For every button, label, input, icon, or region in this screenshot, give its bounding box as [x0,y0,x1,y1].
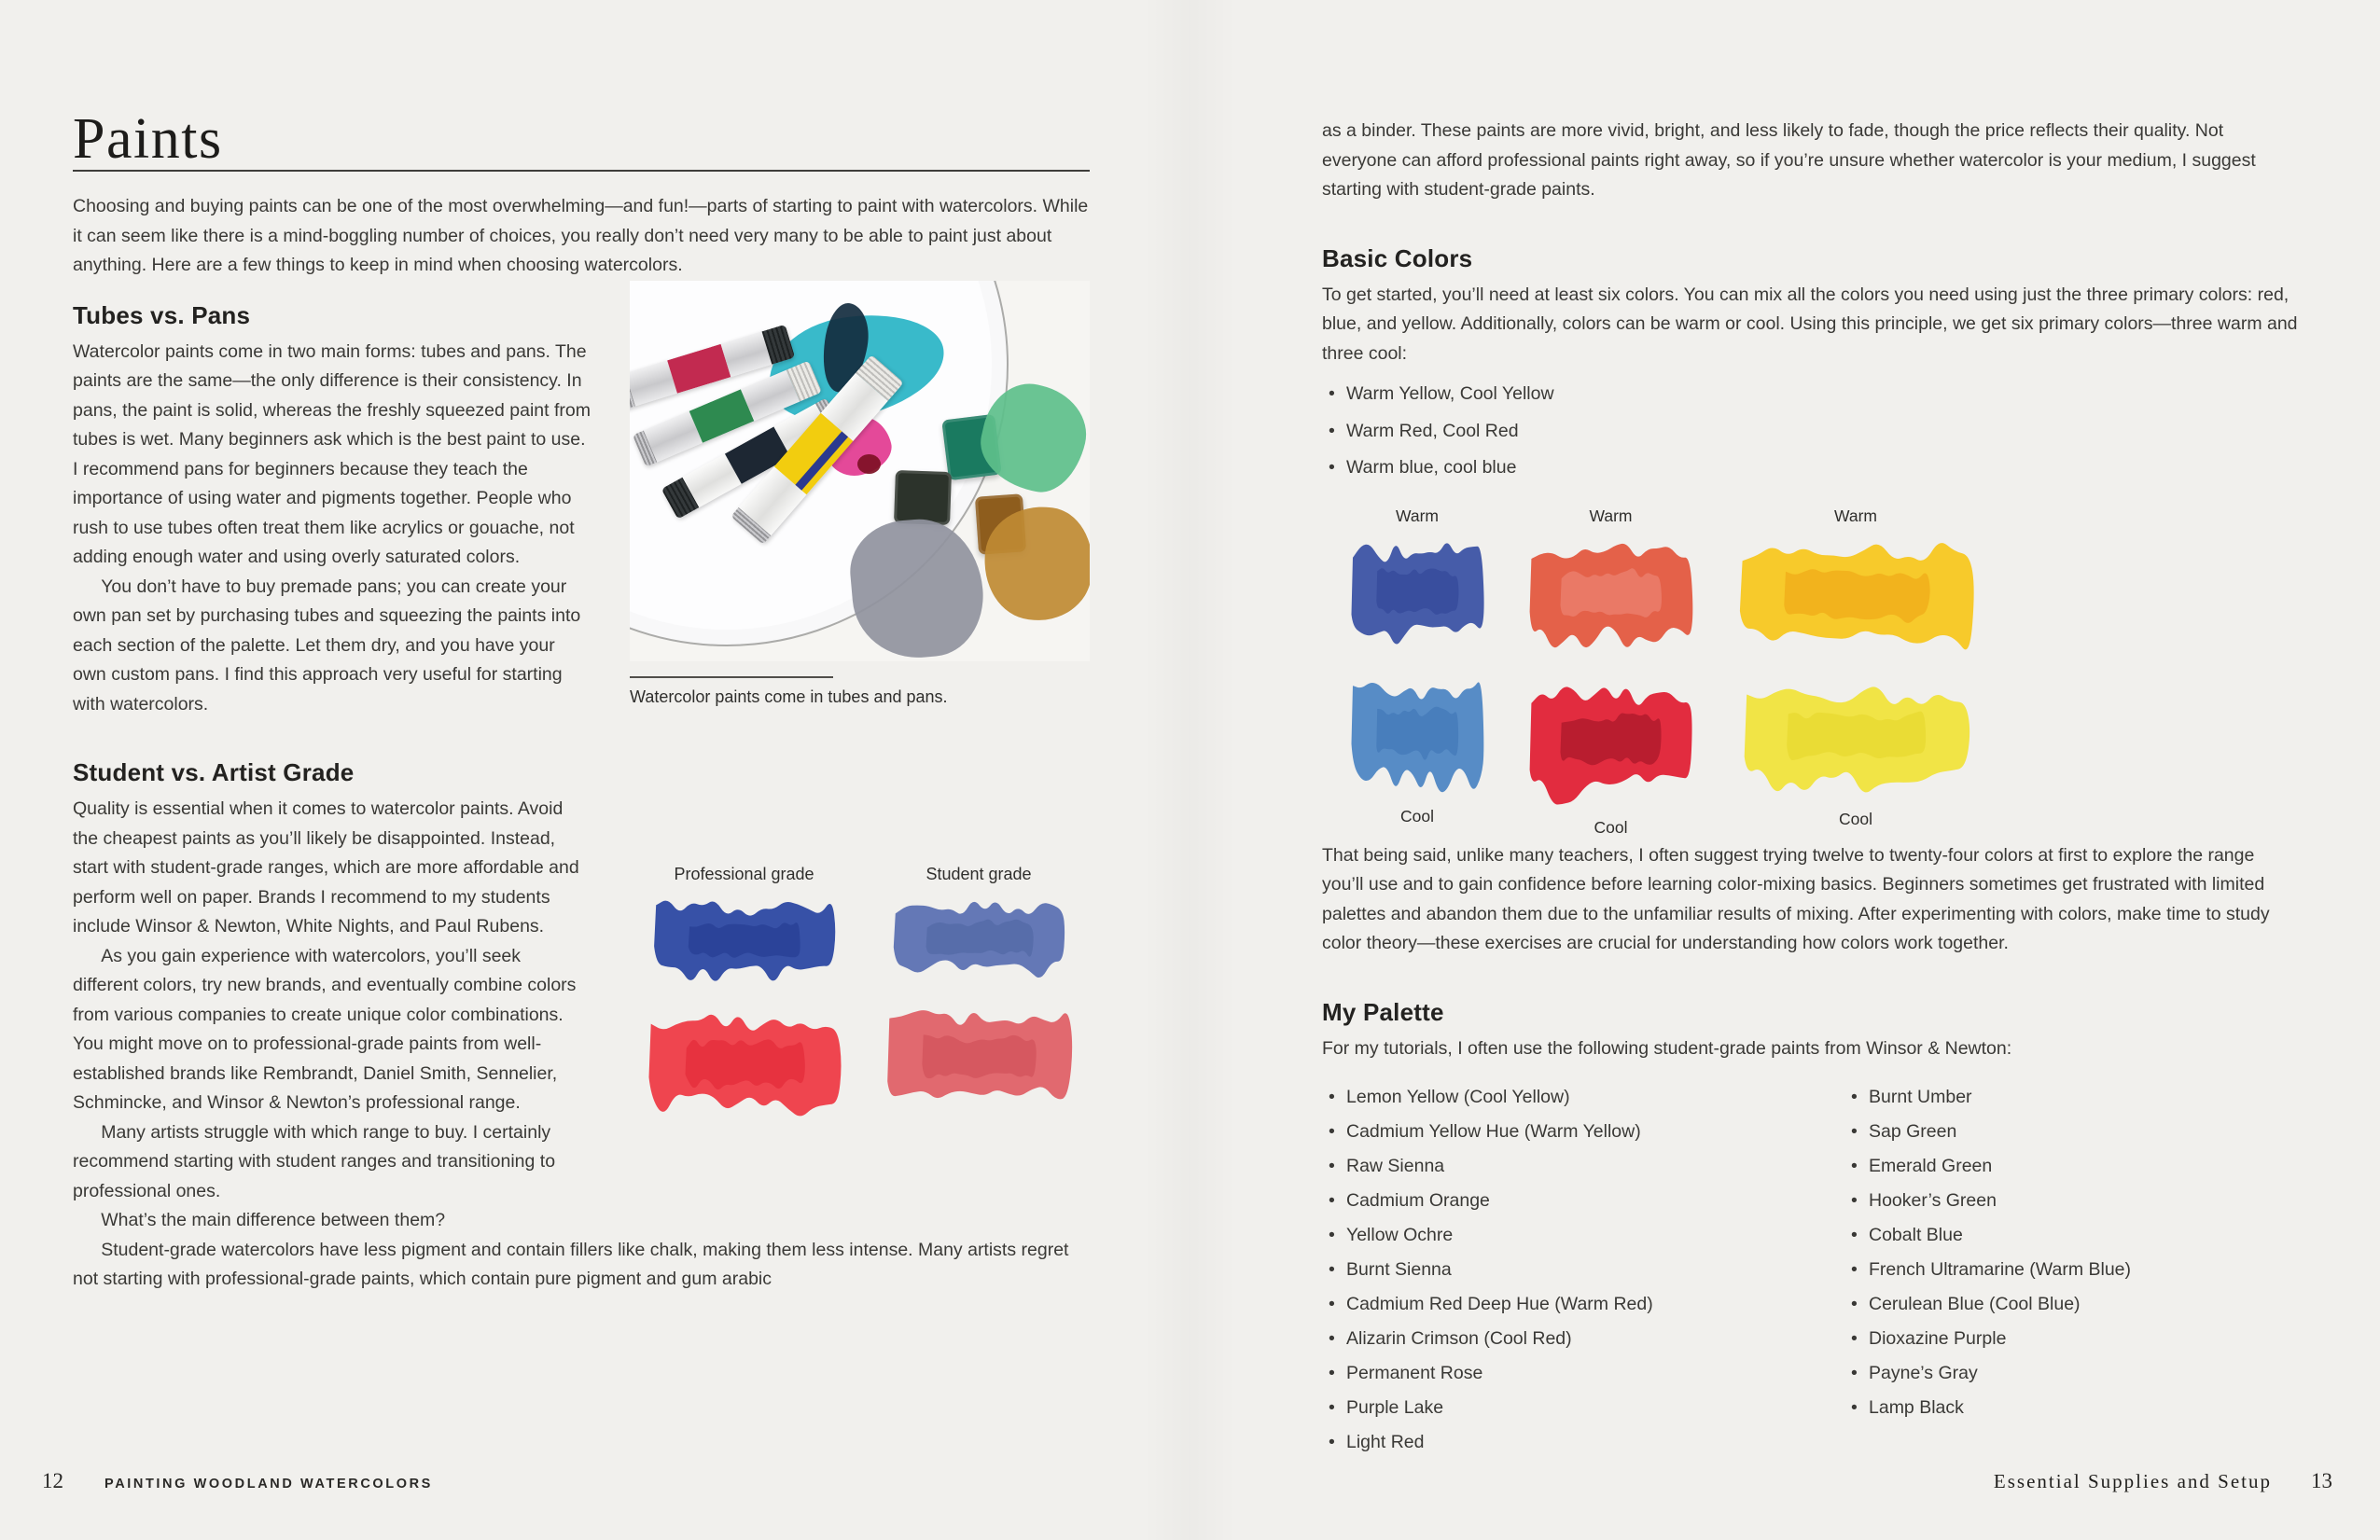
swatch-column-yellow [1730,504,1982,839]
intro-paragraph: Choosing and buying paints can be one of the most overwhelming—and fun!—parts of starting to paint with watercolors. While it can seem like there is a mind-boggling number of choices, you really don’t need very many to be able to paint just about anything. Here are a few things to keep in mind when choosing watercolors. [73,196,1089,275]
page-number: 13 [2311,1469,2332,1492]
body-paragraph: You don’t have to buy premade pans; you can create your own pan set by purchasing tubes and squeezing the paints into each section of the palette. Let them dry, and you have your own custom pans. I find this approach very useful for starting with watercolors. [73,576,581,715]
dark-green-paint-pan [894,469,952,524]
student-red-swatch [882,1004,1076,1116]
palette-color-item: • Raw Sienna [1322,1155,1844,1177]
cool-red-swatch [1520,677,1702,808]
section-heading-student-vs-artist: Student vs. Artist Grade [73,758,355,786]
grade-label-student: Student grade [926,864,1032,883]
cool-label: Cool [1400,806,1434,825]
page-right [1190,0,2380,1540]
left-page-content [73,107,1090,1295]
grade-comparison-figure [667,865,1052,1125]
palette-color-item: • Cadmium Yellow Hue (Warm Yellow) [1322,1120,1844,1143]
chapter-name: Essential Supplies and Setup [1993,1470,2272,1492]
cool-label: Cool [1594,817,1628,837]
swatch-column-blue [1343,504,1492,839]
palette-color-item: • Cadmium Orange [1322,1189,1844,1212]
warm-label: Warm [1589,506,1633,525]
warm-cool-swatch-grid [1343,504,2301,839]
warm-red-swatch [1520,535,1702,659]
professional-red-swatch [643,1007,846,1125]
figure-column [630,281,1090,1140]
body-paragraph: Student-grade watercolors have less pigment and contain fillers like chalk, making them less intense. Many artists regret not starting with professional-grade paints, which contain pure pigment and gum arabic [73,1239,1069,1289]
palette-color-item: • Hooker’s Green [1844,1189,2301,1212]
palette-list-right [1844,1086,2301,1465]
right-page-content [1322,117,2301,1465]
tubes-and-pans-photo [630,281,1090,661]
warm-cool-bullet-list [1322,380,2301,483]
section-heading-tubes-vs-pans: Tubes vs. Pans [73,300,251,329]
body-paragraph: That being said, unlike many teachers, I often suggest trying twelve to twenty-four colors at first to explore the range you’ll use and to gain confidence before learning color-mixing basics. Beginners sometimes get frustrated with limited palettes and abandon them due to the unfamiliar results of mixing. After experimenting with colors, make time to study color theory—these exercises are crucial for understanding how colors work together. [1322,844,2270,953]
color-pair-item: • Warm Red, Cool Red [1322,417,2301,447]
photo-caption: Watercolor paints come in tubes and pans. [630,687,948,706]
palette-color-item: • Emerald Green [1844,1155,2301,1177]
gray-paint-smear [846,514,988,661]
palette-columns [1322,1075,2301,1465]
professional-blue-swatch [648,895,840,989]
body-paragraph: Many artists struggle with which range to buy. I certainly recommend starting with student ranges and transitioning to professional ones. [73,1121,556,1201]
warm-blue-swatch [1343,535,1492,655]
cool-yellow-swatch [1730,680,1982,799]
palette-color-item: • French Ultramarine (Warm Blue) [1844,1258,2301,1281]
warm-label: Warm [1395,506,1439,525]
section-heading-my-palette: My Palette [1322,997,1444,1026]
warm-label: Warm [1833,506,1877,525]
body-paragraph: Watercolor paints come in two main forms: tubes and pans. The paints are the same—the only difference is their consistency. In pans, the paint is solid, whereas the freshly squeezed paint from tubes is wet. Many beginners ask which is the best paint to use. I recommend pans for beginners because they teach the importance of using water and pigments together. People who rush to use tubes often treat them like acrylics or gouache, not adding enough water and using overly saturated colors. [73,340,591,567]
right-page-footer [1994,1469,2332,1493]
page-number: 12 [42,1469,63,1492]
palette-color-item: • Yellow Ochre [1322,1224,1844,1246]
palette-intro: For my tutorials, I often use the following student-grade paints from Winsor & Newton: [1322,1037,2012,1059]
section-heading-basic-colors: Basic Colors [1322,243,1473,272]
chapter-title [73,107,1090,172]
palette-color-item: • Payne’s Gray [1844,1362,2301,1384]
color-pair-item: • Warm blue, cool blue [1322,453,2301,483]
body-paragraph: What’s the main difference between them? [101,1210,446,1230]
palette-color-item: • Alizarin Crimson (Cool Red) [1322,1327,1844,1350]
body-paragraph: As you gain experience with watercolors, you’ll seek different colors, try new brands, and eventually combine colors from various companies to create unique color combinations. You might move on to professional-grade paints from well-established brands like Rembrandt, Daniel Smith, Sennelier, Schmincke, and Winsor & Newton’s professional range. [73,945,577,1113]
left-page-footer [42,1469,433,1493]
student-blue-swatch [888,895,1070,985]
continuation-paragraph: as a binder. These paints are more vivid, bright, and less likely to fade, though the price reflects their quality. Not everyone can afford professional paints right away, so if you’re unsure whether watercolor is your medium, I suggest starting with student-grade paints. [1322,120,2256,200]
book-title: PAINTING WOODLAND WATERCOLORS [104,1477,433,1491]
palette-color-item: • Cerulean Blue (Cool Blue) [1844,1293,2301,1315]
caption-rule [630,676,833,678]
palette-color-item: • Burnt Umber [1844,1086,2301,1108]
palette-color-item: • Sap Green [1844,1120,2301,1143]
color-pair-item: • Warm Yellow, Cool Yellow [1322,380,2301,409]
chapter-title-text: Paints [73,107,223,171]
cool-blue-swatch [1343,673,1492,797]
palette-color-item: • Cadmium Red Deep Hue (Warm Red) [1322,1293,1844,1315]
palette-color-item: • Dioxazine Purple [1844,1327,2301,1350]
cool-label: Cool [1839,809,1872,828]
palette-color-item: • Permanent Rose [1322,1362,1844,1384]
student-grade-column [877,865,1080,1125]
palette-color-item: • Purple Lake [1322,1396,1844,1419]
body-paragraph: Quality is essential when it comes to watercolor paints. Avoid the cheapest paints as you’ll likely be disappointed. Instead, start with student-grade ranges, which are more affordable and perform well on paper. Brands I recommend to my students include Winsor & Newton, White Nights, and Paul Rubens. [73,798,579,936]
warm-yellow-swatch [1730,535,1982,661]
swatch-column-red [1520,504,1702,839]
grade-label-professional: Professional grade [674,864,814,883]
palette-list-left [1322,1086,1844,1465]
palette-color-item: • Light Red [1322,1431,1844,1453]
dark-red-paint-dot [857,454,881,474]
body-paragraph: To get started, you’ll need at least six colors. You can mix all the colors you need using just the three primary colors: red, blue, and yellow. Additionally, colors can be warm or cool. Using this principle, we get six primary colors—three warm and three cool: [1322,284,2298,364]
photo-figure [630,281,1090,708]
palette-color-item: • Burnt Sienna [1322,1258,1844,1281]
palette-color-item: • Lamp Black [1844,1396,2301,1419]
palette-color-item: • Lemon Yellow (Cool Yellow) [1322,1086,1844,1108]
professional-grade-column [639,865,849,1125]
palette-color-item: • Cobalt Blue [1844,1224,2301,1246]
